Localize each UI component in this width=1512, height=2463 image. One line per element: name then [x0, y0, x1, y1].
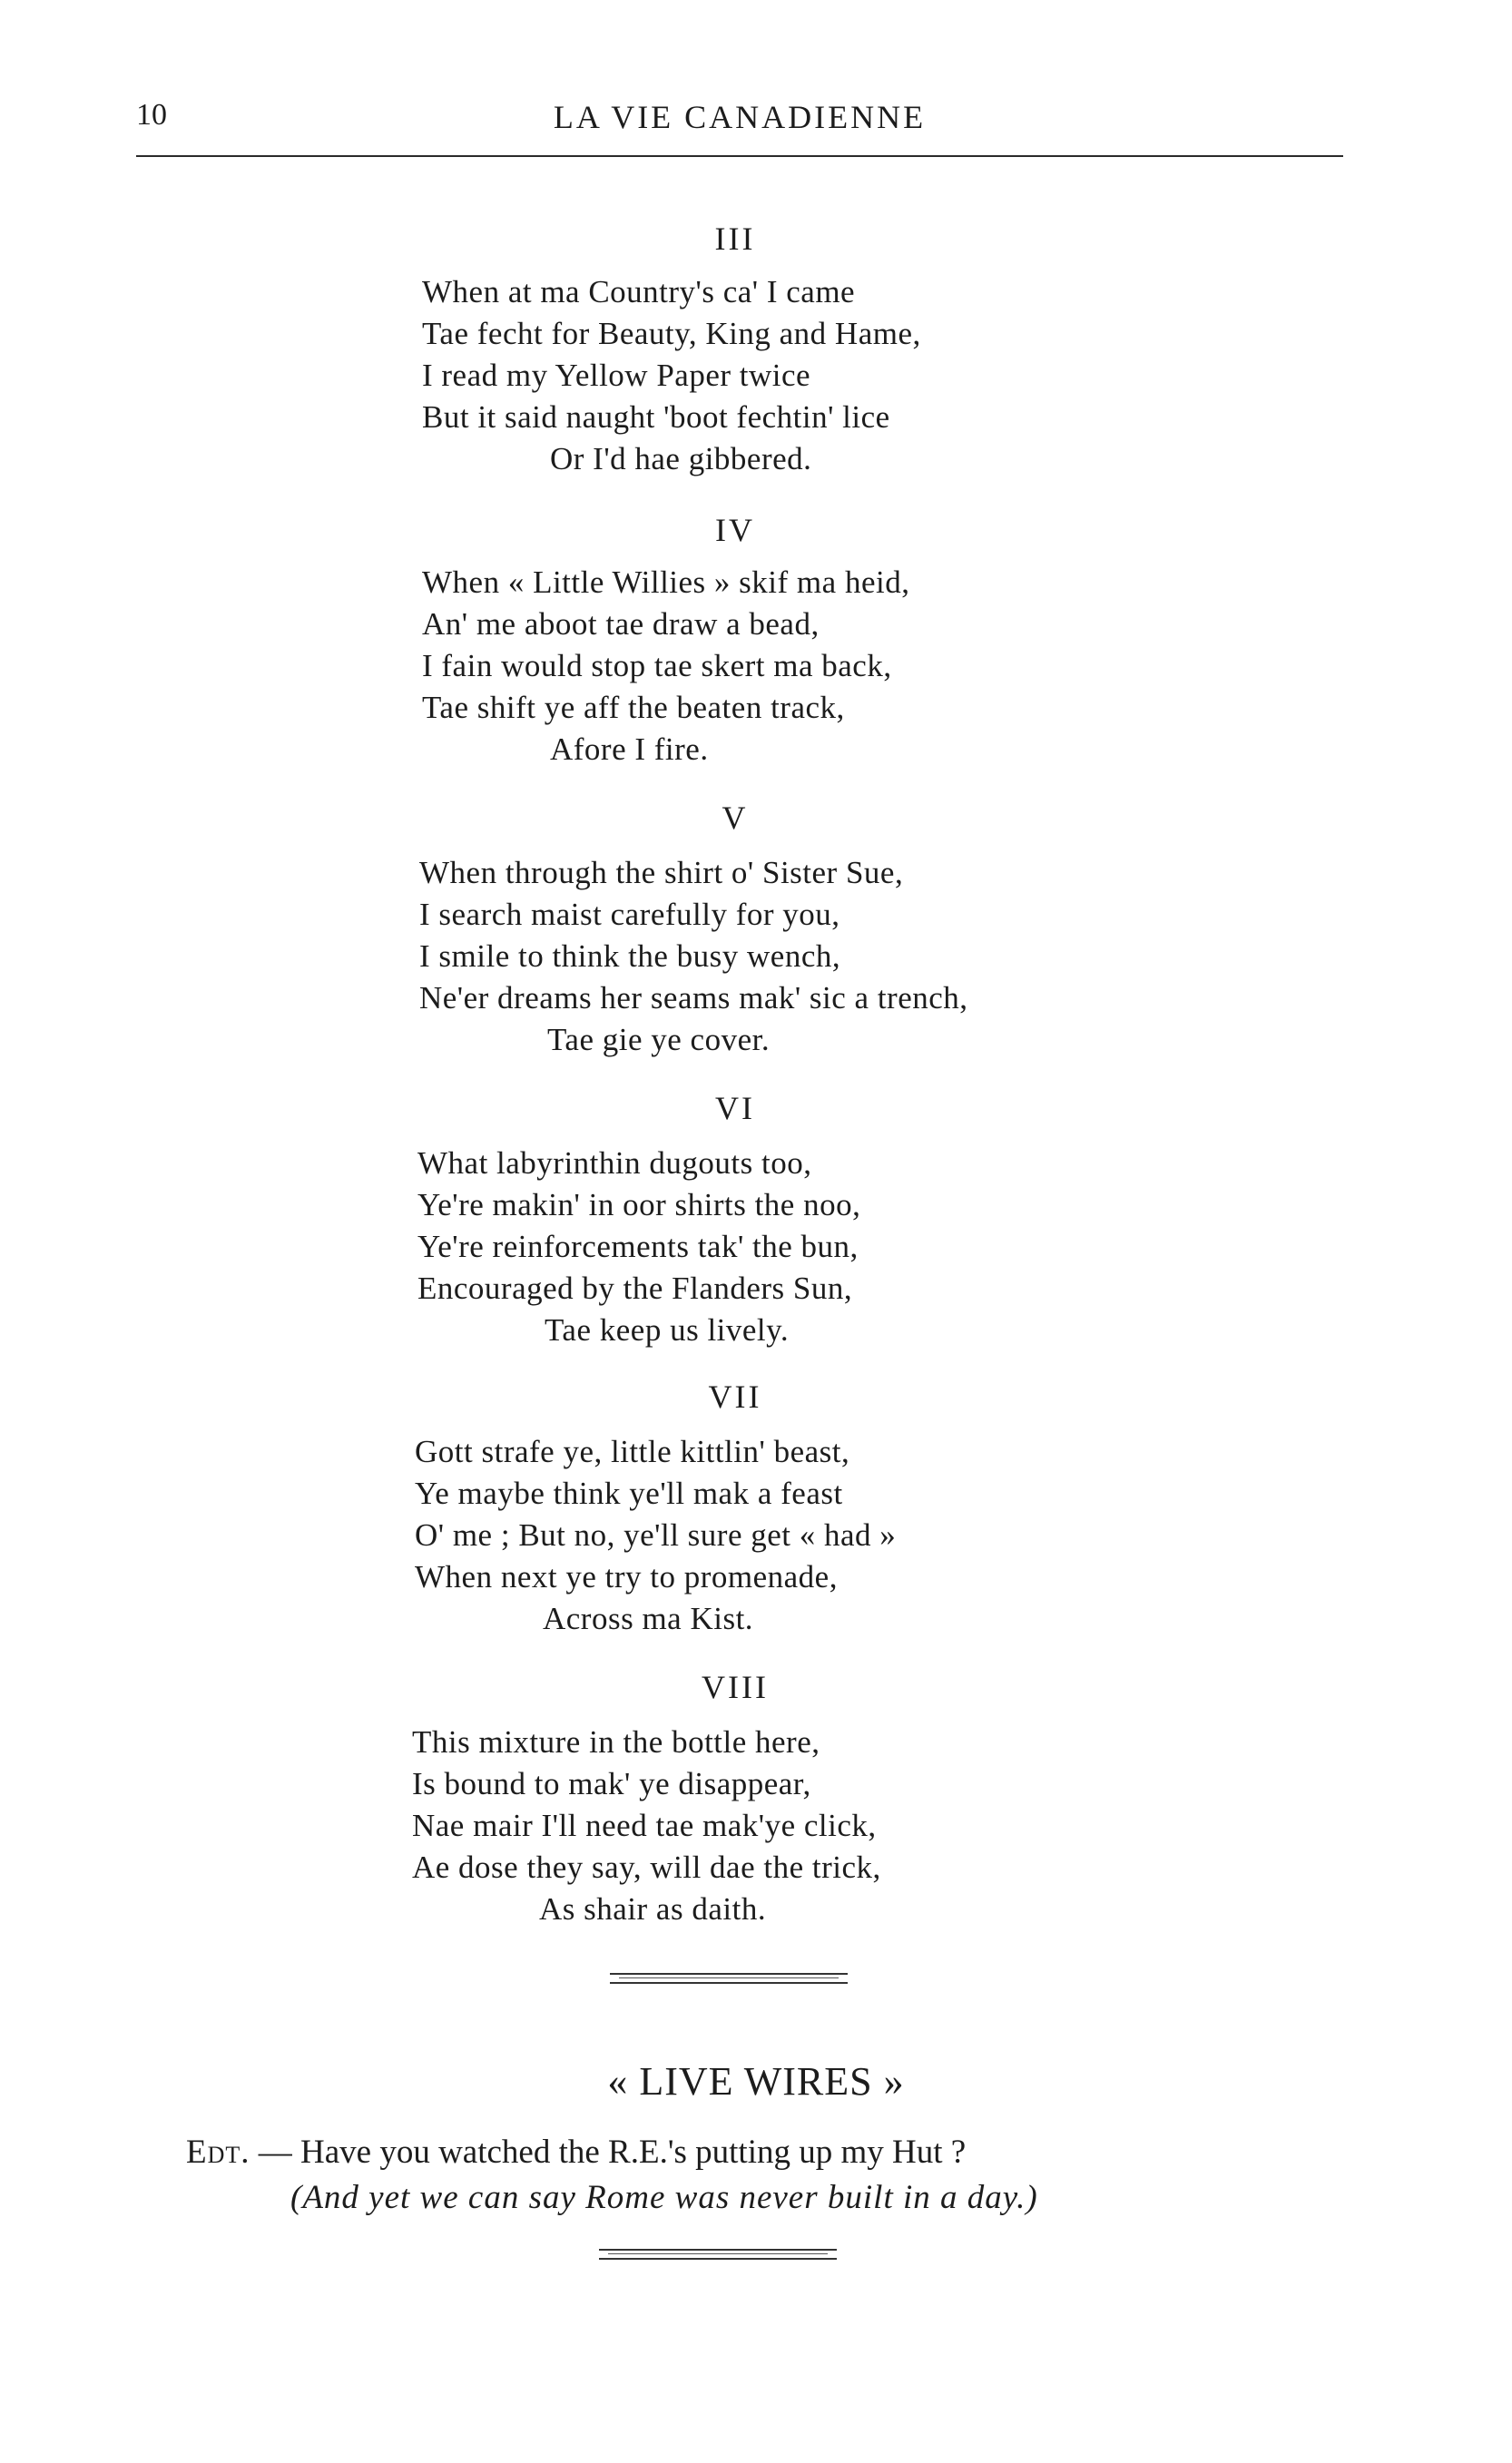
stanza-numeral: III — [714, 221, 756, 257]
dialogue-aside: (And yet we can say Rome was never built in a day.) — [290, 2179, 1038, 2216]
poem-line: O' me ; But no, ye'll sure get « had » — [415, 1517, 897, 1553]
poem-line: When « Little Willies » skif ma heid, — [422, 564, 910, 600]
dialogue-line — [186, 2133, 966, 2172]
dialogue-question: Have you watched the R.E.'s putting up my Hut ? — [300, 2134, 967, 2171]
stanza-numeral: VI — [715, 1090, 755, 1126]
poem-line: Nae mair I'll need tae mak'ye click, — [412, 1808, 877, 1843]
ornamental-divider — [610, 1973, 848, 1984]
poem-line: Ne'er dreams her seams mak' sic a trench, — [419, 980, 968, 1016]
poem-line: Ye're reinforcements tak' the bun, — [417, 1229, 859, 1264]
poem-line-refrain: Tae gie ye cover. — [547, 1022, 771, 1057]
header-rule — [136, 155, 1343, 157]
poem-line: What labyrinthin dugouts too, — [417, 1145, 812, 1181]
poem-line: An' me aboot tae draw a bead, — [422, 606, 820, 642]
poem-line: Tae shift ye aff the beaten track, — [422, 690, 845, 725]
poem-line: But it said naught 'boot fechtin' lice — [422, 399, 890, 435]
poem-line: Gott strafe ye, little kittlin' beast, — [415, 1434, 850, 1469]
poem-line-refrain: Or I'd hae gibbered. — [550, 441, 812, 476]
stanza-numeral: IV — [715, 512, 755, 548]
poem-line: Tae fecht for Beauty, King and Hame, — [422, 316, 921, 351]
poem-line-refrain: Tae keep us lively. — [545, 1312, 790, 1348]
poem-line: Ae dose they say, will dae the trick, — [412, 1850, 881, 1885]
poem-line: Is bound to mak' ye disappear, — [412, 1766, 811, 1801]
poem-line: Encouraged by the Flanders Sun, — [417, 1271, 853, 1306]
poem-line-refrain: Afore I fire. — [550, 731, 709, 767]
poem-line-refrain: Across ma Kist. — [543, 1601, 754, 1636]
page-header — [136, 98, 1343, 142]
poem-line: Ye maybe think ye'll mak a feast — [415, 1476, 843, 1511]
poem-line: When next ye try to promenade, — [415, 1559, 838, 1595]
stanza-numeral: VIII — [702, 1669, 769, 1705]
ornamental-divider-bottom — [599, 2249, 837, 2260]
poem-line: When at ma Country's ca' I came — [422, 274, 856, 309]
poem-line-refrain: As shair as daith. — [539, 1891, 767, 1927]
poem-line: When through the shirt o' Sister Sue, — [419, 855, 904, 890]
running-title: LA VIE CANADIENNE — [553, 99, 927, 135]
poem-line: I search maist carefully for you, — [419, 897, 840, 932]
poem-line: I smile to think the busy wench, — [419, 938, 841, 974]
stanza-numeral: V — [722, 800, 749, 836]
poem-line: I read my Yellow Paper twice — [422, 358, 811, 393]
poem-line: Ye're makin' in oor shirts the noo, — [417, 1187, 861, 1222]
poem-line: I fain would stop tae skert ma back, — [422, 648, 892, 683]
dialogue-dash: — — [250, 2134, 301, 2171]
section-title: « LIVE WIRES » — [607, 2059, 905, 2104]
page-number: 10 — [136, 98, 167, 132]
stanza-numeral: VII — [708, 1379, 762, 1415]
poem-line: This mixture in the bottle here, — [412, 1724, 820, 1760]
speaker-label: Edt. — [186, 2134, 250, 2171]
